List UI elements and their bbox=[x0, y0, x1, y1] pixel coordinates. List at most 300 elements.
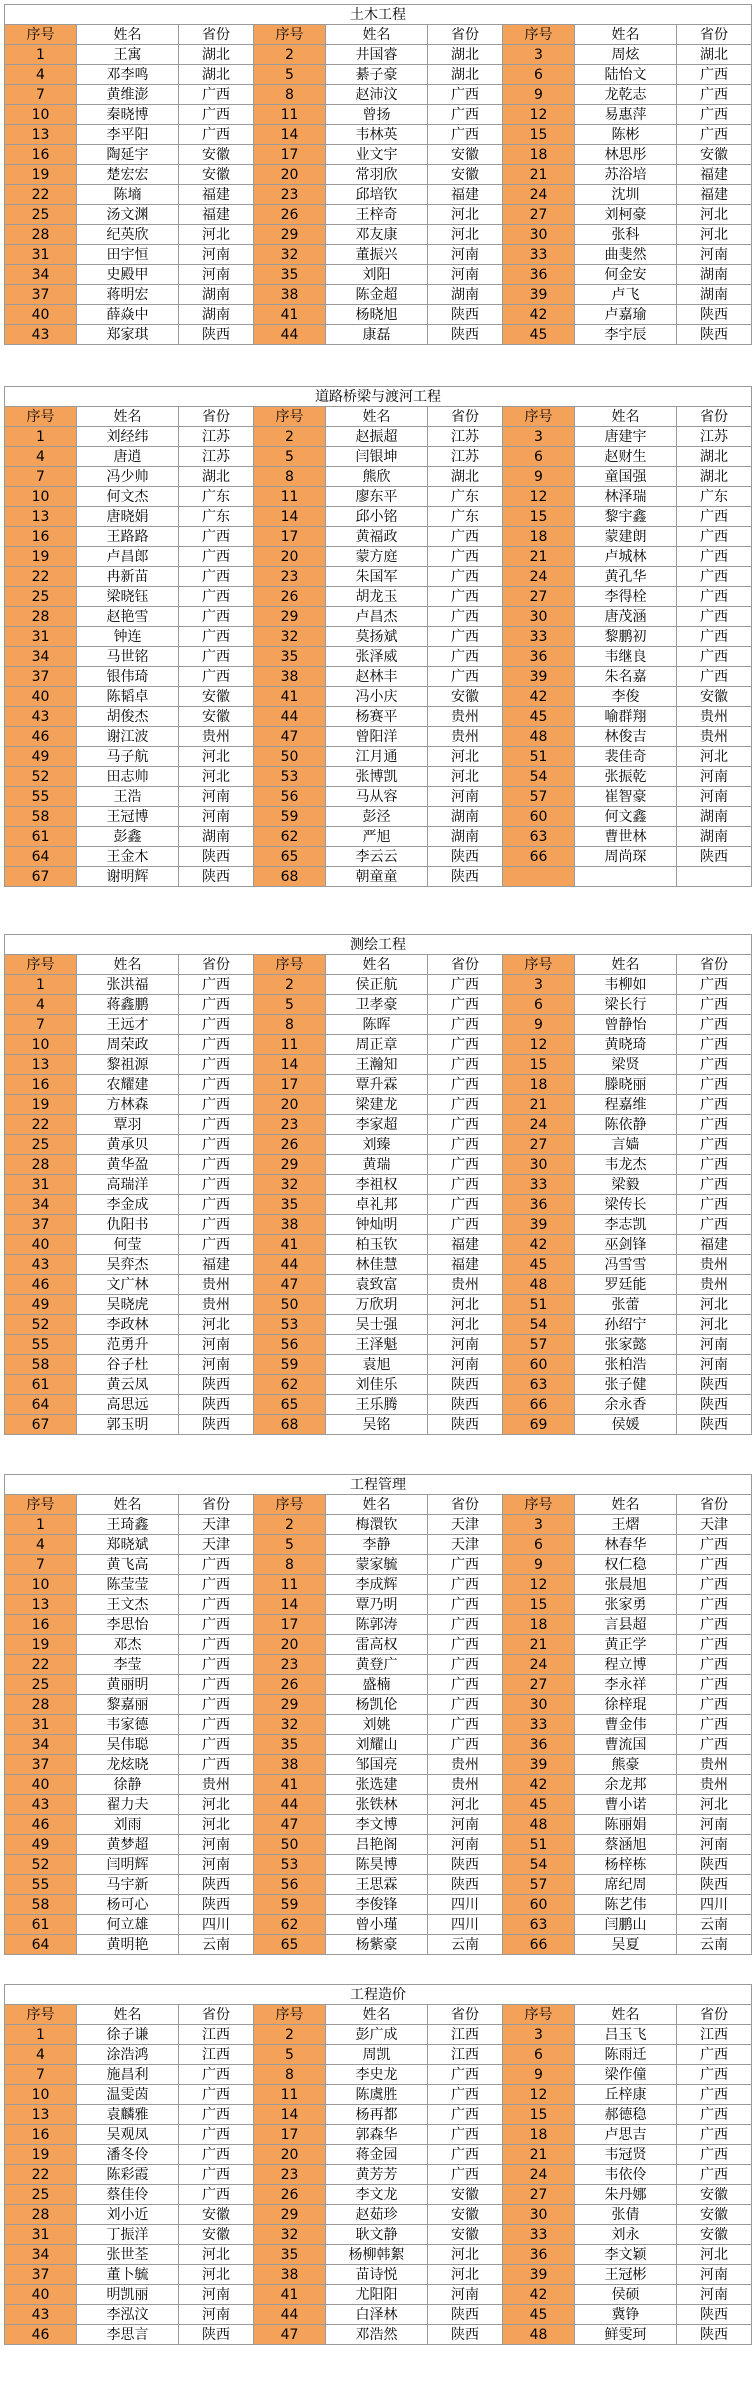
name-cell: 韦继良 bbox=[575, 647, 677, 667]
seq-cell: 36 bbox=[503, 2245, 575, 2265]
table-row bbox=[5, 1215, 752, 1235]
seq-cell: 7 bbox=[5, 2065, 77, 2085]
province-cell: 河南 bbox=[428, 1335, 503, 1355]
name-cell: 刘经纬 bbox=[77, 427, 179, 447]
seq-cell: 35 bbox=[254, 1735, 326, 1755]
name-cell: 陶延宇 bbox=[77, 145, 179, 165]
name-cell: 朱国军 bbox=[326, 567, 428, 587]
name-cell: 邱培钦 bbox=[326, 185, 428, 205]
name-cell: 黎鹏初 bbox=[575, 627, 677, 647]
name-cell: 田志帅 bbox=[77, 767, 179, 787]
province-cell: 河南 bbox=[677, 767, 752, 787]
province-cell: 广西 bbox=[179, 1215, 254, 1235]
table-row bbox=[5, 105, 752, 125]
name-cell: 李泓汶 bbox=[77, 2305, 179, 2325]
province-cell: 广西 bbox=[677, 995, 752, 1015]
name-cell: 张洪福 bbox=[77, 975, 179, 995]
table-row bbox=[5, 165, 752, 185]
seq-cell: 2 bbox=[254, 2025, 326, 2045]
name-cell: 何立雄 bbox=[77, 1915, 179, 1935]
column-header-province: 省份 bbox=[179, 407, 254, 427]
seq-cell: 50 bbox=[254, 1295, 326, 1315]
name-cell: 冯少帅 bbox=[77, 467, 179, 487]
seq-cell: 63 bbox=[503, 1915, 575, 1935]
name-cell: 王浩 bbox=[77, 787, 179, 807]
table-row bbox=[5, 547, 752, 567]
seq-cell: 64 bbox=[5, 1395, 77, 1415]
name-cell: 蒋金园 bbox=[326, 2145, 428, 2165]
seq-cell: 27 bbox=[503, 587, 575, 607]
seq-cell: 23 bbox=[254, 2165, 326, 2185]
name-cell: 陈彬 bbox=[575, 125, 677, 145]
name-cell: 陈昊博 bbox=[326, 1855, 428, 1875]
seq-cell: 66 bbox=[503, 1395, 575, 1415]
name-cell: 林俊吉 bbox=[575, 727, 677, 747]
table-row bbox=[5, 325, 752, 345]
province-cell: 广西 bbox=[428, 2105, 503, 2125]
name-cell: 卢昌杰 bbox=[326, 607, 428, 627]
section-title: 工程造价 bbox=[4, 1984, 752, 2004]
seq-cell: 18 bbox=[503, 2125, 575, 2145]
name-cell: 言嫱 bbox=[575, 1135, 677, 1155]
province-cell: 河北 bbox=[677, 205, 752, 225]
province-cell: 河北 bbox=[428, 1315, 503, 1335]
table-row bbox=[5, 265, 752, 285]
name-cell: 常羽欣 bbox=[326, 165, 428, 185]
roster-table bbox=[4, 1494, 752, 1955]
name-cell: 黄梦超 bbox=[77, 1835, 179, 1855]
seq-cell: 39 bbox=[503, 1215, 575, 1235]
name-cell: 何莹 bbox=[77, 1235, 179, 1255]
seq-cell: 21 bbox=[503, 2145, 575, 2165]
seq-cell: 27 bbox=[503, 1675, 575, 1695]
seq-cell: 26 bbox=[254, 587, 326, 607]
seq-cell: 36 bbox=[503, 1195, 575, 1215]
seq-cell: 5 bbox=[254, 447, 326, 467]
seq-cell: 19 bbox=[5, 1635, 77, 1655]
name-cell: 曾静怡 bbox=[575, 1015, 677, 1035]
province-cell: 广西 bbox=[179, 1675, 254, 1695]
name-cell: 蔡涵旭 bbox=[575, 1835, 677, 1855]
province-cell: 广西 bbox=[179, 2105, 254, 2125]
name-cell: 闫鹏山 bbox=[575, 1915, 677, 1935]
seq-cell: 15 bbox=[503, 125, 575, 145]
province-cell: 福建 bbox=[677, 185, 752, 205]
seq-cell: 15 bbox=[503, 507, 575, 527]
name-cell: 郭玉明 bbox=[77, 1415, 179, 1435]
table-row bbox=[5, 1575, 752, 1595]
seq-cell: 58 bbox=[5, 807, 77, 827]
name-cell: 廖东平 bbox=[326, 487, 428, 507]
section-title: 测绘工程 bbox=[4, 934, 752, 954]
name-cell: 吴士强 bbox=[326, 1315, 428, 1335]
seq-cell: 8 bbox=[254, 2065, 326, 2085]
province-cell: 广西 bbox=[428, 547, 503, 567]
seq-cell: 13 bbox=[5, 125, 77, 145]
table-row bbox=[5, 1035, 752, 1055]
province-cell: 陕西 bbox=[428, 305, 503, 325]
name-cell: 冯雪雪 bbox=[575, 1255, 677, 1275]
name-cell: 文广林 bbox=[77, 1275, 179, 1295]
table-row bbox=[5, 1675, 752, 1695]
province-cell: 广西 bbox=[179, 105, 254, 125]
province-cell: 天津 bbox=[179, 1535, 254, 1555]
seq-cell: 29 bbox=[254, 2205, 326, 2225]
name-cell: 王琦鑫 bbox=[77, 1515, 179, 1535]
seq-cell: 23 bbox=[254, 1655, 326, 1675]
province-cell: 福建 bbox=[179, 1255, 254, 1275]
province-cell: 广东 bbox=[179, 507, 254, 527]
table-row bbox=[5, 1735, 752, 1755]
seq-cell: 43 bbox=[5, 1255, 77, 1275]
seq-cell: 26 bbox=[254, 2185, 326, 2205]
name-cell: 韦林英 bbox=[326, 125, 428, 145]
name-cell: 黄飞高 bbox=[77, 1555, 179, 1575]
seq-cell: 33 bbox=[503, 1715, 575, 1735]
name-cell: 余永香 bbox=[575, 1395, 677, 1415]
province-cell: 陕西 bbox=[428, 2325, 503, 2345]
province-cell: 贵州 bbox=[179, 1775, 254, 1795]
seq-cell: 21 bbox=[503, 165, 575, 185]
province-cell: 广西 bbox=[179, 1155, 254, 1175]
province-cell: 江苏 bbox=[179, 447, 254, 467]
name-cell: 黄华盈 bbox=[77, 1155, 179, 1175]
name-cell: 赵茹珍 bbox=[326, 2205, 428, 2225]
seq-cell: 43 bbox=[5, 707, 77, 727]
seq-cell: 53 bbox=[254, 1315, 326, 1335]
province-cell: 河北 bbox=[179, 1795, 254, 1815]
seq-cell: 35 bbox=[254, 1195, 326, 1215]
province-cell: 广西 bbox=[677, 527, 752, 547]
name-cell: 黄明艳 bbox=[77, 1935, 179, 1955]
seq-cell: 7 bbox=[5, 467, 77, 487]
name-cell: 言县超 bbox=[575, 1615, 677, 1635]
table-row bbox=[5, 767, 752, 787]
seq-cell: 22 bbox=[5, 567, 77, 587]
section-3 bbox=[4, 934, 752, 1435]
province-cell: 广西 bbox=[428, 527, 503, 547]
province-cell: 广西 bbox=[677, 1195, 752, 1215]
seq-cell: 4 bbox=[5, 995, 77, 1015]
name-cell: 陈墒 bbox=[77, 185, 179, 205]
seq-cell: 52 bbox=[5, 767, 77, 787]
name-cell: 杨柳韩絮 bbox=[326, 2245, 428, 2265]
name-cell: 胡俊杰 bbox=[77, 707, 179, 727]
seq-cell: 11 bbox=[254, 1575, 326, 1595]
province-cell: 广西 bbox=[179, 1095, 254, 1115]
roster-table bbox=[4, 406, 752, 887]
province-cell: 湖南 bbox=[677, 827, 752, 847]
seq-cell: 64 bbox=[5, 847, 77, 867]
name-cell: 韦柳如 bbox=[575, 975, 677, 995]
province-cell: 贵州 bbox=[677, 1775, 752, 1795]
name-cell: 刘姚 bbox=[326, 1715, 428, 1735]
name-cell: 鲜雯珂 bbox=[575, 2325, 677, 2345]
seq-cell: 12 bbox=[503, 1575, 575, 1595]
province-cell: 贵州 bbox=[428, 727, 503, 747]
province-cell: 广西 bbox=[428, 125, 503, 145]
province-cell: 陕西 bbox=[428, 325, 503, 345]
province-cell: 广西 bbox=[677, 587, 752, 607]
name-cell: 郑家琪 bbox=[77, 325, 179, 345]
name-cell: 吴伟聪 bbox=[77, 1735, 179, 1755]
table-row bbox=[5, 787, 752, 807]
name-cell: 卢飞 bbox=[575, 285, 677, 305]
seq-cell: 2 bbox=[254, 1515, 326, 1535]
seq-cell: 15 bbox=[503, 1595, 575, 1615]
seq-cell: 11 bbox=[254, 105, 326, 125]
table-row bbox=[5, 2245, 752, 2265]
name-cell: 刘小近 bbox=[77, 2205, 179, 2225]
name-cell: 黎嘉丽 bbox=[77, 1695, 179, 1715]
name-cell: 邓杰 bbox=[77, 1635, 179, 1655]
column-header-seq: 序号 bbox=[5, 407, 77, 427]
seq-cell: 20 bbox=[254, 2145, 326, 2165]
seq-cell: 16 bbox=[5, 145, 77, 165]
table-row bbox=[5, 1275, 752, 1295]
seq-cell: 15 bbox=[503, 1055, 575, 1075]
name-cell: 温雯茵 bbox=[77, 2085, 179, 2105]
province-cell: 广西 bbox=[677, 105, 752, 125]
name-cell: 黄孔华 bbox=[575, 567, 677, 587]
name-cell: 董卜毓 bbox=[77, 2265, 179, 2285]
seq-cell: 42 bbox=[503, 1235, 575, 1255]
column-header-name: 姓名 bbox=[575, 25, 677, 45]
province-cell: 湖南 bbox=[179, 305, 254, 325]
seq-cell: 33 bbox=[503, 1175, 575, 1195]
name-cell: 涂浩鸿 bbox=[77, 2045, 179, 2065]
province-cell: 河北 bbox=[677, 1315, 752, 1335]
province-cell: 陕西 bbox=[428, 2305, 503, 2325]
seq-cell: 44 bbox=[254, 1795, 326, 1815]
name-cell: 陈莹莹 bbox=[77, 1575, 179, 1595]
name-cell: 张科 bbox=[575, 225, 677, 245]
column-header-province: 省份 bbox=[428, 1495, 503, 1515]
table-row bbox=[5, 467, 752, 487]
name-cell: 袁旭 bbox=[326, 1355, 428, 1375]
province-cell: 安徽 bbox=[179, 2205, 254, 2225]
province-cell: 河北 bbox=[428, 205, 503, 225]
province-cell: 广西 bbox=[428, 2125, 503, 2145]
seq-cell: 31 bbox=[5, 245, 77, 265]
seq-cell: 65 bbox=[254, 1395, 326, 1415]
name-cell: 侯硕 bbox=[575, 2285, 677, 2305]
name-cell: 梁毅 bbox=[575, 1175, 677, 1195]
province-cell: 河南 bbox=[677, 787, 752, 807]
name-cell: 仇阳书 bbox=[77, 1215, 179, 1235]
column-header-seq: 序号 bbox=[503, 407, 575, 427]
province-cell: 湖北 bbox=[677, 447, 752, 467]
column-header-name: 姓名 bbox=[77, 1495, 179, 1515]
name-cell: 李志凯 bbox=[575, 1215, 677, 1235]
name-cell: 李莹 bbox=[77, 1655, 179, 1675]
province-cell: 广西 bbox=[428, 1075, 503, 1095]
table-row bbox=[5, 827, 752, 847]
seq-cell: 2 bbox=[254, 427, 326, 447]
province-cell: 广西 bbox=[677, 647, 752, 667]
name-cell: 李家超 bbox=[326, 1115, 428, 1135]
province-cell: 广西 bbox=[677, 1735, 752, 1755]
seq-cell: 54 bbox=[503, 1855, 575, 1875]
province-cell: 江苏 bbox=[677, 427, 752, 447]
seq-cell: 3 bbox=[503, 975, 575, 995]
seq-cell: 16 bbox=[5, 527, 77, 547]
name-cell: 卢思吉 bbox=[575, 2125, 677, 2145]
name-cell: 王远才 bbox=[77, 1015, 179, 1035]
seq-cell: 41 bbox=[254, 1775, 326, 1795]
seq-cell: 2 bbox=[254, 975, 326, 995]
province-cell: 河北 bbox=[428, 2265, 503, 2285]
seq-cell: 7 bbox=[5, 1555, 77, 1575]
name-cell: 纪英欣 bbox=[77, 225, 179, 245]
column-header-seq: 序号 bbox=[503, 25, 575, 45]
name-cell: 邱小铭 bbox=[326, 507, 428, 527]
seq-cell: 17 bbox=[254, 2125, 326, 2145]
name-cell: 李宇辰 bbox=[575, 325, 677, 345]
table-row bbox=[5, 995, 752, 1015]
column-header-province: 省份 bbox=[179, 1495, 254, 1515]
name-cell: 吕艳阁 bbox=[326, 1835, 428, 1855]
province-cell: 河北 bbox=[428, 225, 503, 245]
column-header-province: 省份 bbox=[179, 2005, 254, 2025]
seq-cell: 26 bbox=[254, 1675, 326, 1695]
seq-cell: 61 bbox=[5, 1915, 77, 1935]
seq-cell: 31 bbox=[5, 627, 77, 647]
seq-cell: 21 bbox=[503, 1635, 575, 1655]
column-header-seq: 序号 bbox=[5, 955, 77, 975]
seq-cell: 41 bbox=[254, 2285, 326, 2305]
province-cell: 河南 bbox=[179, 1855, 254, 1875]
name-cell: 席纪周 bbox=[575, 1875, 677, 1895]
province-cell: 陕西 bbox=[428, 847, 503, 867]
name-cell: 龙乾志 bbox=[575, 85, 677, 105]
seq-cell: 45 bbox=[503, 707, 575, 727]
province-cell: 河北 bbox=[179, 1315, 254, 1335]
province-cell: 广西 bbox=[179, 2125, 254, 2145]
name-cell: 梁传长 bbox=[575, 1195, 677, 1215]
province-cell: 江西 bbox=[179, 2045, 254, 2065]
name-cell: 杨赛平 bbox=[326, 707, 428, 727]
seq-cell: 6 bbox=[503, 1535, 575, 1555]
province-cell: 广西 bbox=[179, 1235, 254, 1255]
seq-cell: 63 bbox=[503, 827, 575, 847]
column-header-name: 姓名 bbox=[326, 407, 428, 427]
name-cell: 王熠 bbox=[575, 1515, 677, 1535]
seq-cell: 5 bbox=[254, 995, 326, 1015]
table-row bbox=[5, 627, 752, 647]
name-cell: 吴铭 bbox=[326, 1415, 428, 1435]
name-cell: 董振兴 bbox=[326, 245, 428, 265]
name-cell: 尤阳阳 bbox=[326, 2285, 428, 2305]
seq-cell: 18 bbox=[503, 1615, 575, 1635]
table-row bbox=[5, 587, 752, 607]
table-row bbox=[5, 1615, 752, 1635]
province-cell: 广西 bbox=[428, 667, 503, 687]
name-cell: 陈虞胜 bbox=[326, 2085, 428, 2105]
seq-cell: 16 bbox=[5, 1075, 77, 1095]
province-cell: 河南 bbox=[428, 1815, 503, 1835]
column-header-province: 省份 bbox=[677, 1495, 752, 1515]
table-row bbox=[5, 1515, 752, 1535]
province-cell: 河南 bbox=[428, 1835, 503, 1855]
name-cell: 唐逍 bbox=[77, 447, 179, 467]
name-cell: 李金成 bbox=[77, 1195, 179, 1215]
province-cell: 陕西 bbox=[677, 2305, 752, 2325]
seq-cell: 24 bbox=[503, 1655, 575, 1675]
province-cell: 湖南 bbox=[179, 285, 254, 305]
province-cell: 安徽 bbox=[677, 2185, 752, 2205]
province-cell: 贵州 bbox=[179, 727, 254, 747]
name-cell: 龙炫晓 bbox=[77, 1755, 179, 1775]
name-cell: 蔡佳伶 bbox=[77, 2185, 179, 2205]
column-header-name: 姓名 bbox=[77, 2005, 179, 2025]
seq-cell: 1 bbox=[5, 1515, 77, 1535]
name-cell: 何文杰 bbox=[77, 487, 179, 507]
province-cell: 福建 bbox=[428, 1235, 503, 1255]
name-cell: 张晨旭 bbox=[575, 1575, 677, 1595]
province-cell: 四川 bbox=[179, 1915, 254, 1935]
province-cell: 四川 bbox=[428, 1915, 503, 1935]
table-row bbox=[5, 2185, 752, 2205]
seq-cell: 37 bbox=[5, 285, 77, 305]
name-cell: 钟连 bbox=[77, 627, 179, 647]
seq-cell: 4 bbox=[5, 65, 77, 85]
seq-cell: 22 bbox=[5, 1655, 77, 1675]
seq-cell: 57 bbox=[503, 1875, 575, 1895]
table-row bbox=[5, 1695, 752, 1715]
province-cell: 广西 bbox=[428, 607, 503, 627]
province-cell: 安徽 bbox=[677, 145, 752, 165]
province-cell: 广西 bbox=[179, 1055, 254, 1075]
name-cell: 林春华 bbox=[575, 1535, 677, 1555]
seq-cell: 38 bbox=[254, 2265, 326, 2285]
table-row bbox=[5, 1935, 752, 1955]
seq-cell: 67 bbox=[5, 867, 77, 887]
seq-cell: 58 bbox=[5, 1355, 77, 1375]
province-cell: 贵州 bbox=[677, 1275, 752, 1295]
province-cell: 广西 bbox=[677, 1095, 752, 1115]
table-row bbox=[5, 1875, 752, 1895]
header-row bbox=[5, 1495, 752, 1515]
province-cell: 河南 bbox=[428, 265, 503, 285]
name-cell: 马子航 bbox=[77, 747, 179, 767]
province-cell: 陕西 bbox=[428, 1855, 503, 1875]
name-cell: 曹世林 bbox=[575, 827, 677, 847]
province-cell: 河南 bbox=[677, 1355, 752, 1375]
province-cell: 陕西 bbox=[179, 867, 254, 887]
seq-cell: 3 bbox=[503, 45, 575, 65]
name-cell: 张振乾 bbox=[575, 767, 677, 787]
seq-cell: 6 bbox=[503, 2045, 575, 2065]
province-cell: 广西 bbox=[677, 1575, 752, 1595]
province-cell: 安徽 bbox=[677, 2225, 752, 2245]
seq-cell: 58 bbox=[5, 1895, 77, 1915]
name-cell: 钟灿明 bbox=[326, 1215, 428, 1235]
table-row bbox=[5, 1715, 752, 1735]
province-cell: 贵州 bbox=[677, 707, 752, 727]
table-row bbox=[5, 1635, 752, 1655]
seq-cell: 8 bbox=[254, 1555, 326, 1575]
name-cell: 张博凯 bbox=[326, 767, 428, 787]
section-2 bbox=[4, 386, 752, 887]
name-cell: 苏浴培 bbox=[575, 165, 677, 185]
name-cell: 邹国亮 bbox=[326, 1755, 428, 1775]
seq-cell: 12 bbox=[503, 1035, 575, 1055]
province-cell: 天津 bbox=[179, 1515, 254, 1535]
column-header-seq: 序号 bbox=[5, 1495, 77, 1515]
province-cell: 江西 bbox=[677, 2025, 752, 2045]
province-cell: 陕西 bbox=[677, 847, 752, 867]
